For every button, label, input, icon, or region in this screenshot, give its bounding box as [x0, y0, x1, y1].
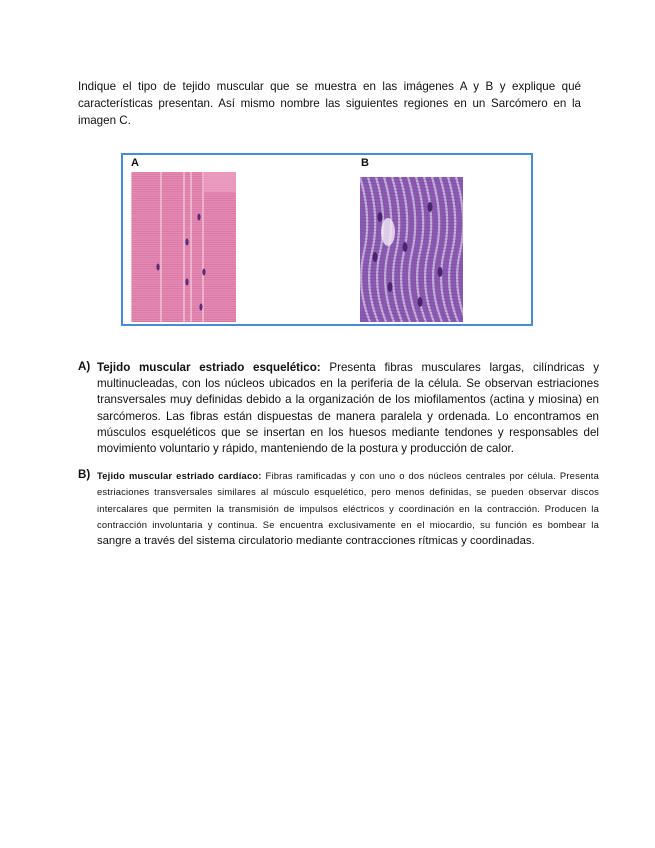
answer-b — [78, 468, 599, 549]
cardiac-muscle-micrograph — [360, 177, 463, 322]
answer-a-text: Presenta fibras musculares largas, cilíndricas y multinucleadas, con los núcleos ubicados en la periferia de la célula. Se observan estriaciones transversales muy definidas debido a la organización de los miofilamentos (actina y miosina) en sarcómeros. Las fibras están dispuestas de manera paralela y ordenada. Lo encontramos en músculos esqueléticos que se insertan en los huesos mediante tendones y responsables del movimiento voluntario y rápido, manteniendo de la postura y producción de calor. — [97, 361, 599, 456]
answer-b-text-end: sangre a través del sistema circulatorio mediante contracciones rítmicas y coordinadas. — [97, 535, 535, 548]
question-text: Indique el tipo de tejido muscular que se muestra en las imágenes A y B y explique qué características presentan. Así mismo nombre las siguientes regiones en un Sarcómero en la imagen C. — [78, 80, 581, 127]
panel-label-a: A — [131, 157, 139, 169]
panel-label-b: B — [361, 157, 369, 169]
answer-a-marker: A) — [78, 360, 91, 373]
answer-b-term: Tejido muscular estriado cardíaco: — [97, 470, 262, 481]
answer-b-text: Fibras ramificadas y con uno o dos núcleos centrales por célula. Presenta estriaciones transversales similares al músculo esquelético, pero menos definidas, se pueden observar discos intercalares que permiten la transmisión de impulsos eléctricos y coordinación en la contracción. Producen la contracción involuntaria y continua. Se encuentra exclusivamente en el miocardio, su función es bombear la — [97, 470, 599, 530]
skeletal-muscle-micrograph — [131, 172, 236, 322]
answer-b-body — [97, 468, 599, 549]
answer-a-body — [97, 360, 599, 457]
answer-a-term: Tejido muscular estriado esquelético: — [97, 361, 321, 374]
answer-a — [78, 360, 599, 457]
figure-frame — [121, 153, 533, 326]
answer-b-marker: B) — [78, 468, 91, 481]
